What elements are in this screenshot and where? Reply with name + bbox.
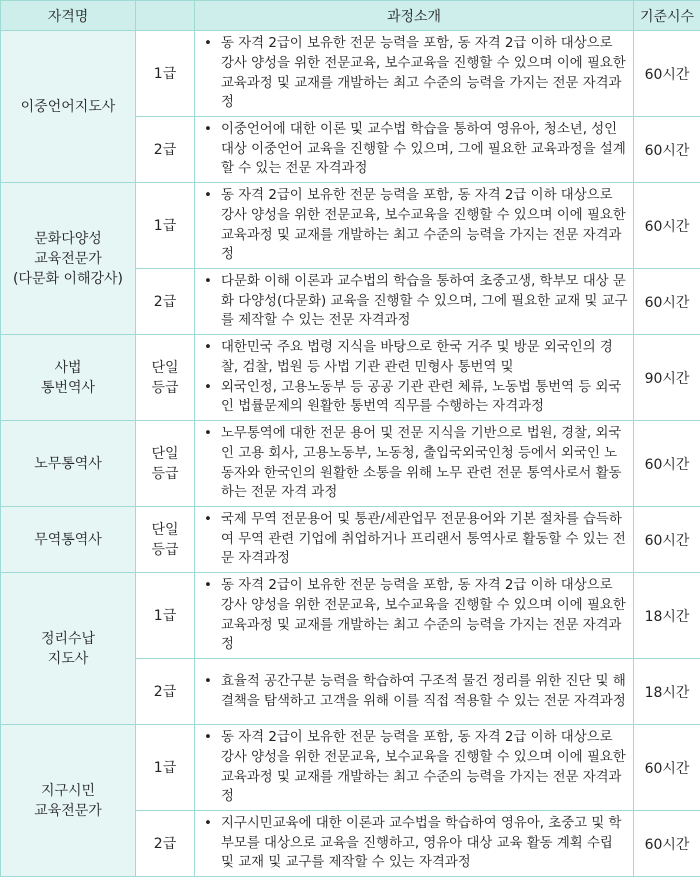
table-row [1, 31, 700, 117]
description-item: • 노무통역에 대한 전문 용어 및 전문 지식을 기반으로 법원, 경찰, 외국인 고용 회사, 고용노동부, 노동청, 출입국외국인청 등에서 외국인 노동자와 한국인의 원활한 소통을 위해 노무 관련 전문 통역사로서 활동하는 전문 자격 과정 [221, 424, 629, 502]
course-description [195, 421, 634, 507]
standard-hours: 60시간 [634, 725, 700, 811]
course-description [195, 659, 634, 725]
qualification-level: 단일 등급 [136, 507, 195, 573]
description-item: • 지구시민교육에 대한 이론과 교수법을 학습하여 영유아, 초중고 및 학부모를 대상으로 교육을 진행하고, 영유아 대상 교육 활동 계획 수립 및 교재 및 교구를 제작할 수 있는 자격과정 [221, 814, 629, 873]
qualification-level: 1급 [136, 725, 195, 811]
standard-hours: 60시간 [634, 507, 700, 573]
standard-hours: 60시간 [634, 421, 700, 507]
description-item: • 동 자격 2급이 보유한 전문 능력을 포함, 동 자격 2급 이하 대상으로 강사 양성을 위한 전문교육, 보수교육을 진행할 수 있으며 이에 필요한 교육과정 및 교재를 개발하는 최고 수준의 능력을 가지는 전문 자격과정 [221, 576, 629, 654]
table-row [1, 421, 700, 507]
description-item: • 동 자격 2급이 보유한 전문 능력을 포함, 동 자격 2급 이하 대상으로 강사 양성을 위한 전문교육, 보수교육을 진행할 수 있으며 이에 필요한 교육과정 및 교재를 개발하는 최고 수준의 능력을 가지는 전문 자격과정 [221, 186, 629, 264]
qualification-name: 사법 통번역사 [1, 335, 136, 421]
course-description [195, 335, 634, 421]
qualification-level: 1급 [136, 573, 195, 659]
qualification-level: 2급 [136, 117, 195, 183]
table-row [1, 335, 700, 421]
course-description [195, 507, 634, 573]
table-row [1, 183, 700, 269]
table-row [1, 573, 700, 659]
course-description [195, 811, 634, 877]
qualification-name: 무역통역사 [1, 507, 136, 573]
qualification-level: 단일 등급 [136, 335, 195, 421]
table-row [1, 725, 700, 811]
qualification-name: 정리수납 지도사 [1, 573, 136, 725]
qualification-name: 이중언어지도사 [1, 31, 136, 183]
header-description: 과정소개 [195, 1, 634, 31]
qualification-name: 문화다양성 교육전문가 (다문화 이해강사) [1, 183, 136, 335]
description-item: • 외국인정, 고용노동부 등 공공 기관 관련 체류, 노동법 통번역 등 외국인 법률문제의 원활한 통번역 직무를 수행하는 자격과정 [221, 378, 629, 417]
qualification-level: 2급 [136, 269, 195, 335]
header-level [136, 1, 195, 31]
standard-hours: 90시간 [634, 335, 700, 421]
description-item: • 대한민국 주요 법령 지식을 바탕으로 한국 거주 및 방문 외국인의 경찰, 검찰, 법원 등 사법 기관 관련 민형사 통번역 및 [221, 338, 629, 377]
course-description [195, 31, 634, 117]
standard-hours: 60시간 [634, 269, 700, 335]
qualification-level: 단일 등급 [136, 421, 195, 507]
course-description [195, 725, 634, 811]
course-description [195, 117, 634, 183]
table-header-row [1, 1, 700, 31]
qualification-level: 2급 [136, 811, 195, 877]
description-item: • 효율적 공간구분 능력을 학습하여 구조적 물건 정리를 위한 진단 및 해결책을 탐색하고 고객을 위해 이를 직접 적용할 수 있는 전문 자격과정 [221, 672, 629, 711]
standard-hours: 18시간 [634, 573, 700, 659]
description-item: • 다문화 이해 이론과 교수법의 학습을 통하여 초중고생, 학부모 대상 문화 다양성(다문화) 교육을 진행할 수 있으며, 그에 필요한 교재 및 교구를 제작할 수 있는 전문 자격과정 [221, 272, 629, 331]
table-row [1, 507, 700, 573]
course-description [195, 269, 634, 335]
course-description [195, 183, 634, 269]
header-name: 자격명 [1, 1, 136, 31]
course-description [195, 573, 634, 659]
qualification-name: 노무통역사 [1, 421, 136, 507]
standard-hours: 60시간 [634, 183, 700, 269]
standard-hours: 18시간 [634, 659, 700, 725]
standard-hours: 60시간 [634, 811, 700, 877]
header-hours: 기준시수 [634, 1, 700, 31]
qualification-level: 1급 [136, 183, 195, 269]
qualification-name: 지구시민 교육전문가 [1, 725, 136, 877]
standard-hours: 60시간 [634, 117, 700, 183]
qualification-level: 2급 [136, 659, 195, 725]
description-item: • 동 자격 2급이 보유한 전문 능력을 포함, 동 자격 2급 이하 대상으로 강사 양성을 위한 전문교육, 보수교육을 진행할 수 있으며 이에 필요한 교육과정 및 교재를 개발하는 최고 수준의 능력을 가지는 전문 자격과정 [221, 34, 629, 112]
qualification-level: 1급 [136, 31, 195, 117]
description-item: • 이중언어에 대한 이론 및 교수법 학습을 통하여 영유아, 청소년, 성인 대상 이중언어 교육을 진행할 수 있으며, 그에 필요한 교육과정을 설계할 수 있는 전문 자격과정 [221, 120, 629, 179]
standard-hours: 60시간 [634, 31, 700, 117]
description-item: • 국제 무역 전문용어 및 통관/세관업무 전문용어와 기본 절차를 습득하여 무역 관련 기업에 취업하거나 프리랜서 통역사로 활동할 수 있는 전문 자격과정 [221, 510, 629, 569]
description-item: • 동 자격 2급이 보유한 전문 능력을 포함, 동 자격 2급 이하 대상으로 강사 양성을 위한 전문교육, 보수교육을 진행할 수 있으며 이에 필요한 교육과정 및 교재를 개발하는 최고 수준의 능력을 가지는 전문 자격과정 [221, 728, 629, 806]
